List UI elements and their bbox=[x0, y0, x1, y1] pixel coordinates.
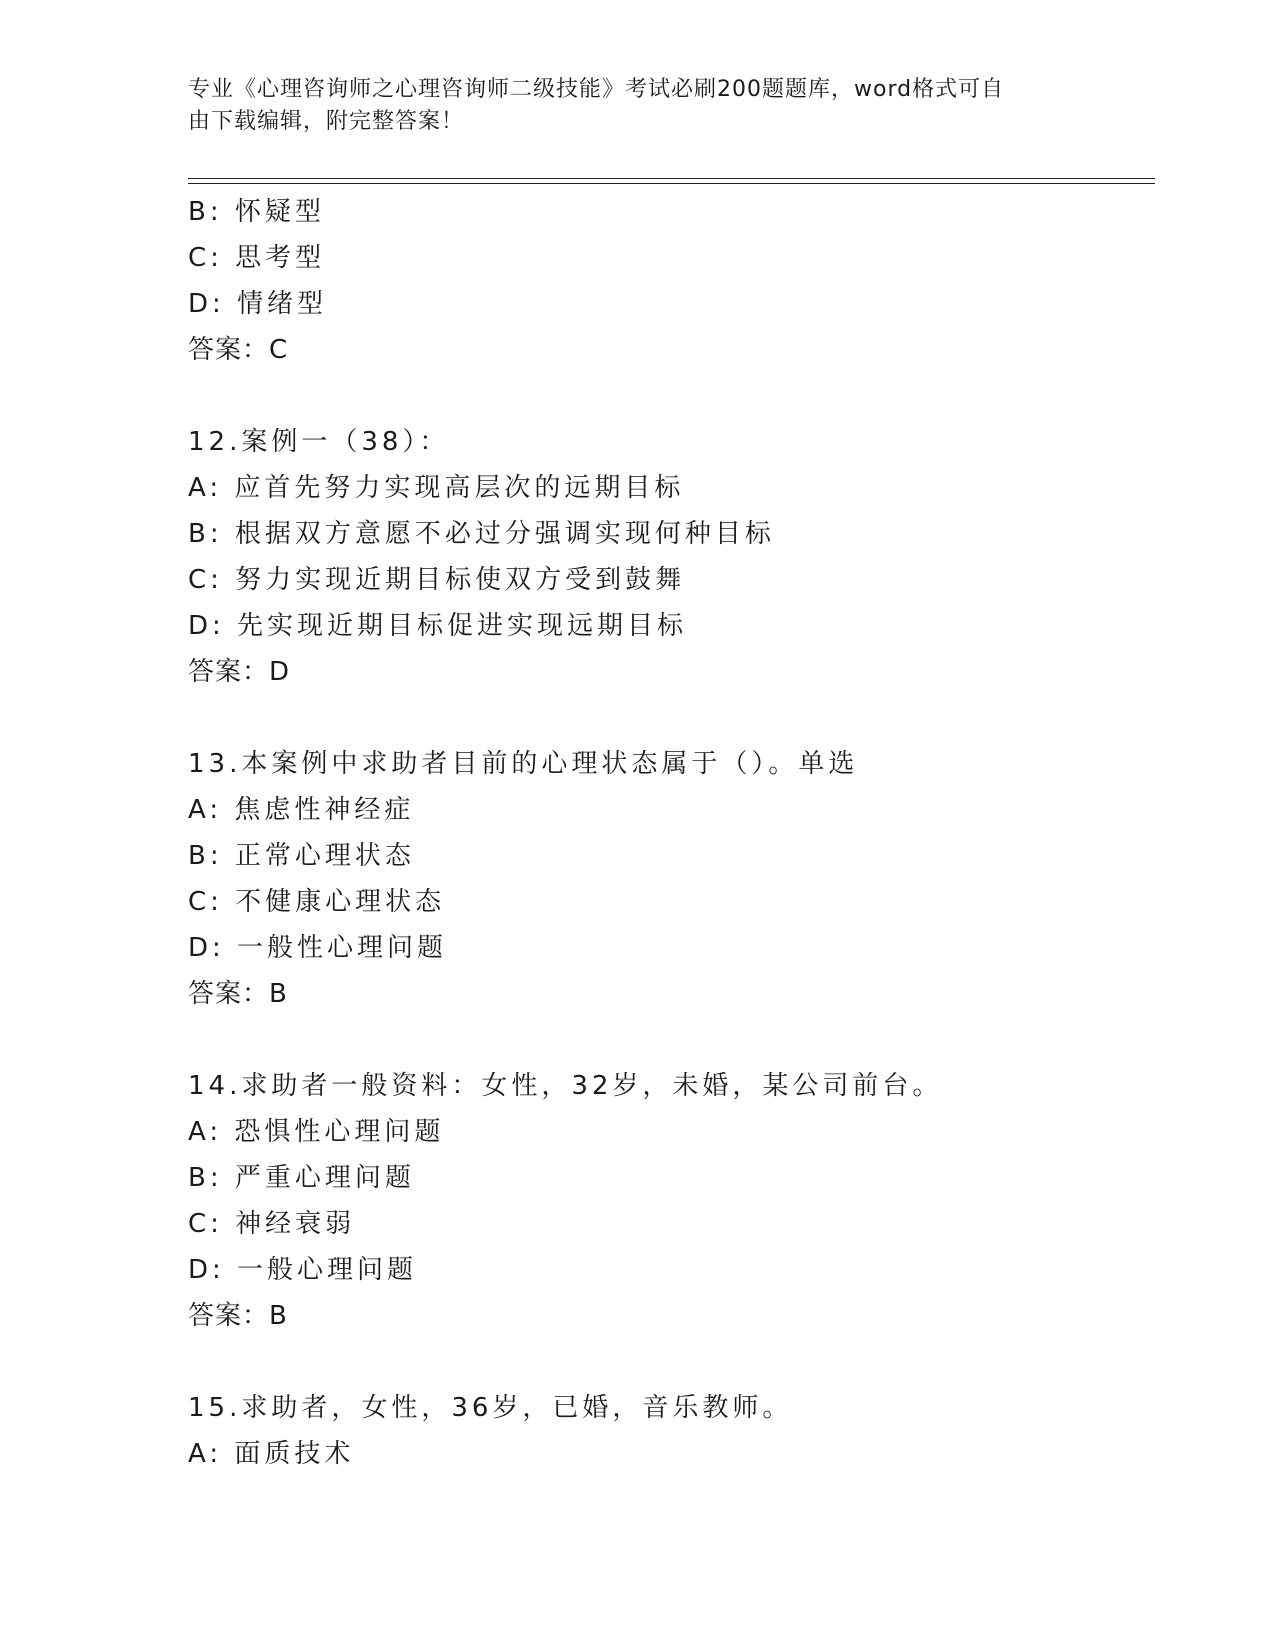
answer-line: 答案：B bbox=[188, 979, 288, 1009]
question-list bbox=[188, 189, 1148, 1477]
option-d: D: 一般性心理问题 bbox=[188, 933, 448, 963]
question-block-15 bbox=[188, 1385, 1148, 1477]
option-d: D: 情绪型 bbox=[188, 289, 328, 319]
question-block-13 bbox=[188, 741, 1148, 1017]
option-a: A: 面质技术 bbox=[188, 1439, 355, 1469]
option-c: C: 思考型 bbox=[188, 243, 326, 273]
option-d: D: 一般心理问题 bbox=[188, 1255, 418, 1285]
answer-line: 答案：B bbox=[188, 1301, 288, 1331]
header-rule-top bbox=[188, 178, 1155, 179]
option-b: B: 正常心理状态 bbox=[188, 841, 415, 871]
option-c: C: 不健康心理状态 bbox=[188, 887, 446, 917]
header-line-1: 专业《心理咨询师之心理咨询师二级技能》考试必刷200题题库，word格式可自 bbox=[188, 77, 1005, 102]
answer-line: 答案：D bbox=[188, 657, 291, 687]
option-a: A: 应首先努力实现高层次的远期目标 bbox=[188, 473, 685, 503]
option-b: B: 怀疑型 bbox=[188, 197, 325, 227]
header-line-2: 由下载编辑，附完整答案！ bbox=[188, 109, 465, 134]
question-text: 12.案例一（38）： bbox=[188, 427, 450, 457]
option-a: A: 恐惧性心理问题 bbox=[188, 1117, 445, 1147]
question-text: 14.求助者一般资料：女性，32岁，未婚，某公司前台。 bbox=[188, 1071, 943, 1101]
document-header bbox=[188, 74, 1068, 138]
question-block-11 bbox=[188, 189, 1148, 373]
option-c: C: 神经衰弱 bbox=[188, 1209, 356, 1239]
option-b: B: 严重心理问题 bbox=[188, 1163, 415, 1193]
question-text: 15.求助者，女性，36岁，已婚，音乐教师。 bbox=[188, 1393, 793, 1423]
question-block-12 bbox=[188, 419, 1148, 695]
option-c: C: 努力实现近期目标使双方受到鼓舞 bbox=[188, 565, 686, 595]
answer-line: 答案：C bbox=[188, 335, 289, 365]
header-rule-bottom bbox=[188, 183, 1155, 184]
option-a: A: 焦虑性神经症 bbox=[188, 795, 415, 825]
option-b: B: 根据双方意愿不必过分强调实现何种目标 bbox=[188, 519, 775, 549]
question-text: 13.本案例中求助者目前的心理状态属于（）。单选 bbox=[188, 749, 859, 779]
question-block-14 bbox=[188, 1063, 1148, 1339]
option-d: D: 先实现近期目标促进实现远期目标 bbox=[188, 611, 688, 641]
